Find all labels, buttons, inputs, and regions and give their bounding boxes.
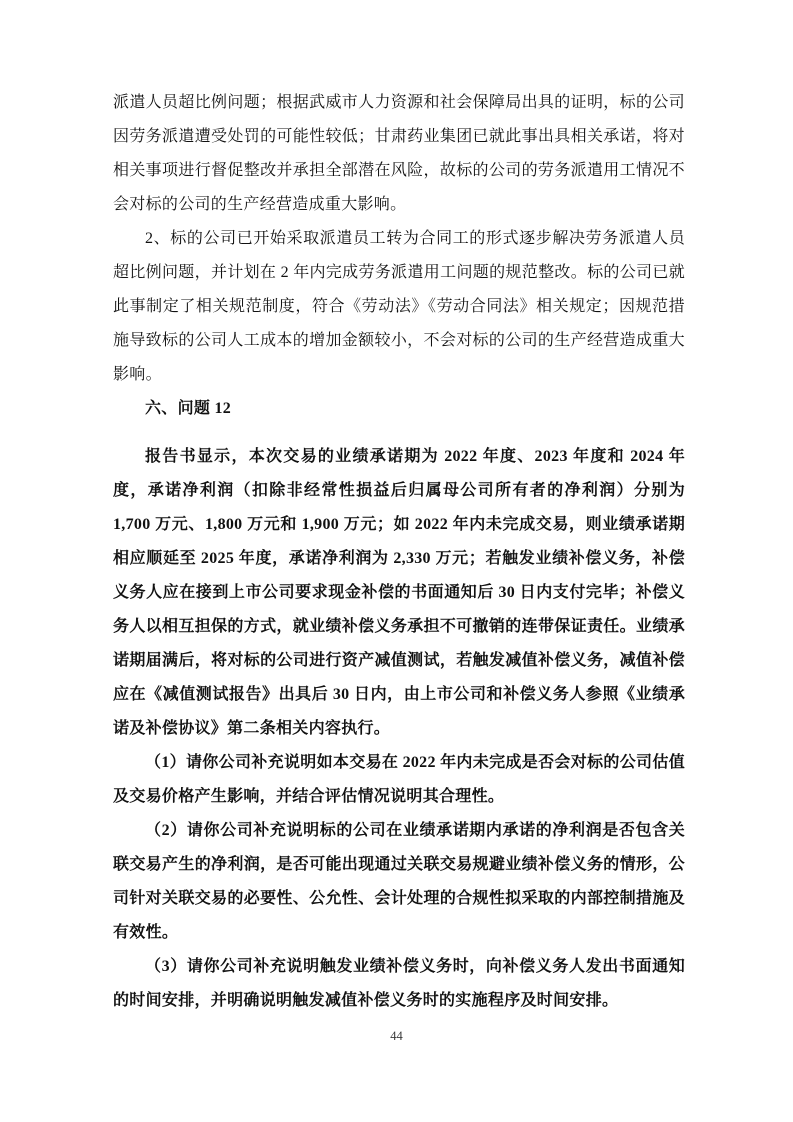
paragraph-question-2: （2）请你公司补充说明标的公司在业绩承诺期内承诺的净利润是否包含关联交易产生的净利润，是否可能出现通过关联交易规避业绩补偿义务的情形，公司针对关联交易的必要性、公允性、会计处理的合规性拟采取的内部控制措施及有效性。	[113, 822, 685, 941]
page-number: 44	[390, 1029, 403, 1043]
paragraph-continuation: 派遣人员超比例问题；根据武威市人力资源和社会保障局出具的证明，标的公司因劳务派遣遭受处罚的可能性较低；甘肃药业集团已就此事出具相关承诺，将对相关事项进行督促整改并承担全部潜在风险，故标的公司的劳务派遣用工情况不会对标的公司的生产经营造成重大影响。	[113, 94, 685, 213]
section-heading-question-12: 六、问题 12	[145, 400, 232, 417]
paragraph-question-3: （3）请你公司补充说明触发业绩补偿义务时，向补偿义务人发出书面通知的时间安排，并明确说明触发减值补偿义务时的实施程序及时间安排。	[113, 958, 685, 1009]
paragraph-item-2: 2、标的公司已开始采取派遣员工转为合同工的形式逐步解决劳务派遣人员超比例问题，并计划在 2 年内完成劳务派遣用工问题的规范整改。标的公司已就此事制定了相关规范制度，符合《劳动法》《劳动合同法》相关规定；因规范措施导致标的公司人工成本的增加金额较小，不会对标的公司的生产经营造成重大影响。	[113, 230, 685, 383]
paragraph-report-summary: 报告书显示，本次交易的业绩承诺期为 2022 年度、2023 年度和 2024 年度，承诺净利润（扣除非经常性损益后归属母公司所有者的净利润）分别为 1,700 万元、1,800 万元和 1,900 万元；如 2022 年内未完成交易，则业绩承诺期相应顺延至 2025 年度，承诺净利润为 2,330 万元；若触发业绩补偿义务，补偿义务人应在接到上市公司要求现金补偿的书面通知后 30 日内支付完毕；补偿义务人以相互担保的方式，就业绩补偿义务承担不可撤销的连带保证责任。业绩承诺期届满后，将对标的公司进行资产减值测试，若触发减值补偿义务，减值补偿应在《减值测试报告》出具后 30 日内，由上市公司和补偿义务人参照《业绩承诺及补偿协议》第二条相关内容执行。	[113, 448, 685, 737]
paragraph-question-1: （1）请你公司补充说明如本交易在 2022 年内未完成是否会对标的公司估值及交易价格产生影响，并结合评估情况说明其合理性。	[113, 754, 685, 805]
